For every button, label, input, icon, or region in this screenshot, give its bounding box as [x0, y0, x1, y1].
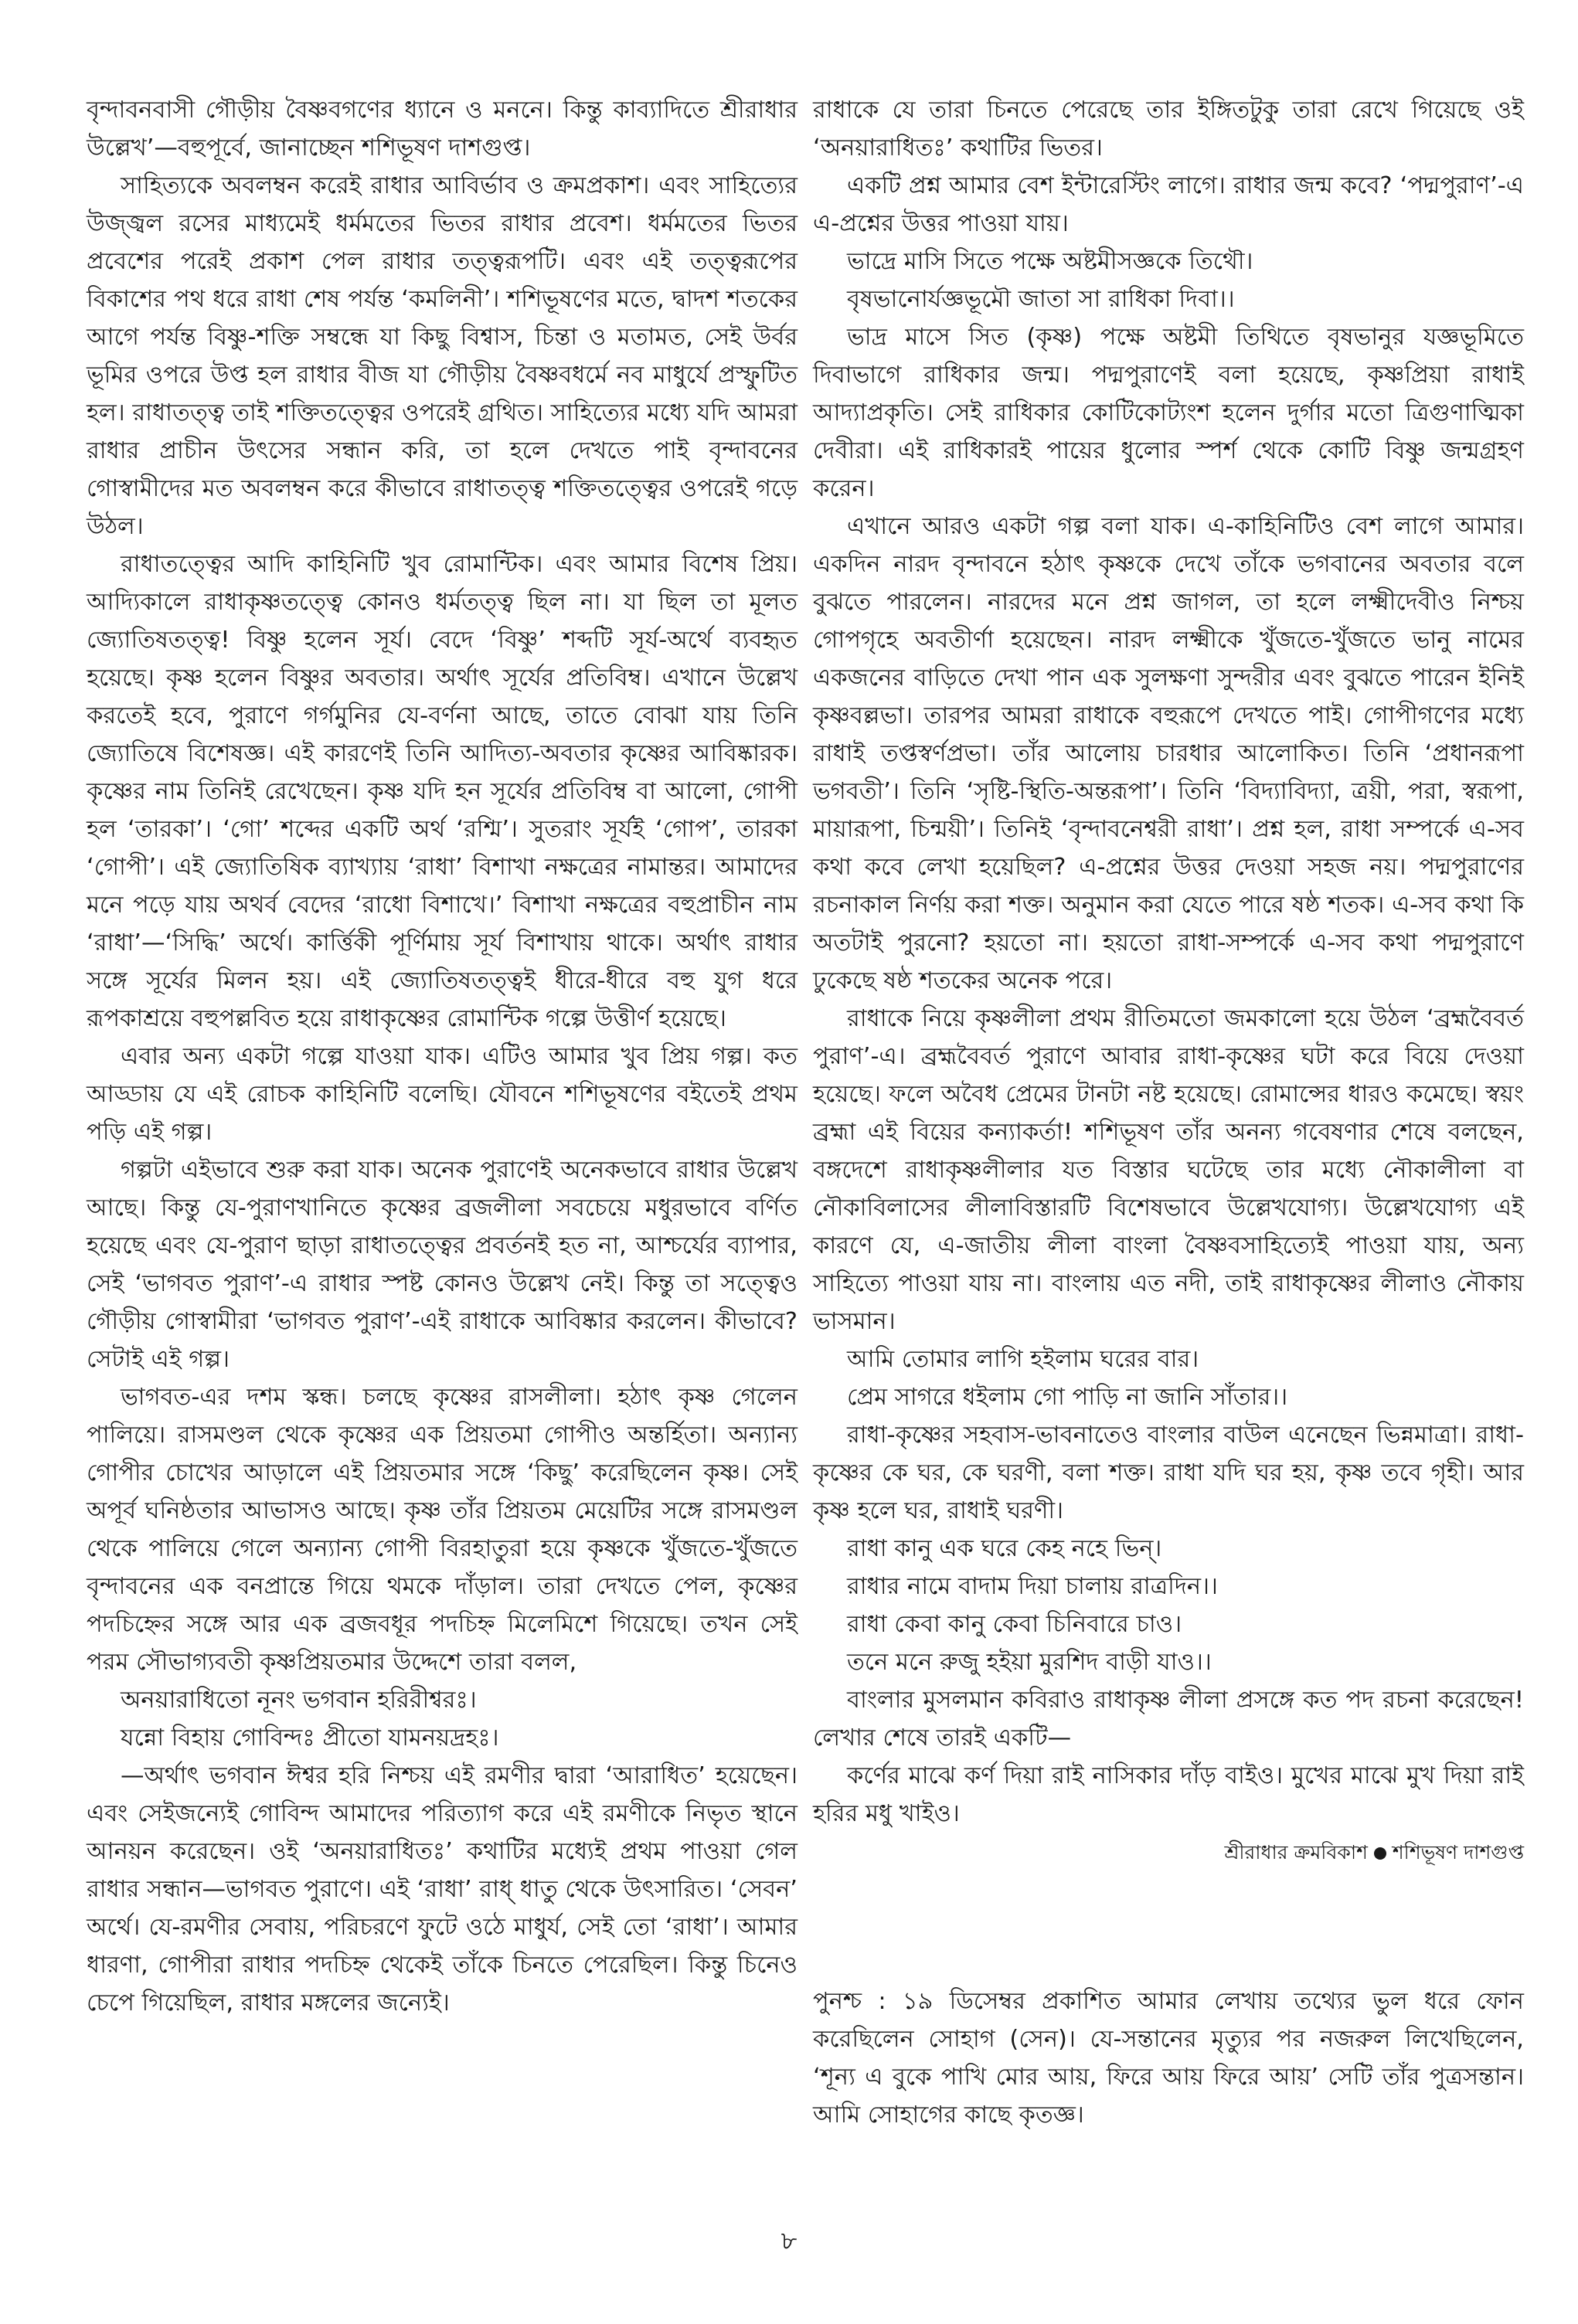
- paragraph: রাধা-কৃষ্ণের সহবাস-ভাবনাতেও বাংলার বাউল এনেছেন ভিন্নমাত্রা। রাধা-কৃষ্ণের কে ঘর, কে ঘরণী, বলা শক্ত। রাধা যদি ঘর হয়, কৃষ্ণ তবে গৃহী। আর কৃষ্ণ হলে ঘর, রাধাই ঘরণী।: [813, 1422, 1524, 1524]
- paragraph: একটি প্রশ্ন আমার বেশ ইন্টারেস্টিং লাগে। রাধার জন্ম কবে? ‘পদ্মপুরাণ’-এ এ-প্রশ্নের উত্তর পাওয়া যায়।: [813, 172, 1524, 237]
- source-credit: [813, 1837, 1524, 1868]
- paragraph: এবার অন্য একটা গল্পে যাওয়া যাক। এটিও আমার খুব প্রিয় গল্প। কত আড্ডায় যে এই রোচক কাহিনিটি বলেছি। যৌবনে শশিভূষণের বইতেই প্রথম পড়ি এই গল্প।: [87, 1043, 798, 1146]
- verse-line: প্রেম সাগরে ধইলাম গো পাড়ি না জানি সাঁতার।।: [847, 1384, 1288, 1411]
- paragraph: বৃন্দাবনবাসী গৌড়ীয় বৈষ্ণবগণের ধ্যানে ও মননে। কিন্তু কাব্যাদিতে শ্রীরাধার উল্লেখ’—বহুপূর্বে, জানাচ্ছেন শশিভূষণ দাশগুপ্ত।: [87, 97, 798, 161]
- left-column: [87, 91, 798, 2022]
- verse-line: রাধা কানু এক ঘরে কেহ নহে ভিন্।: [847, 1535, 1162, 1562]
- paragraph: রাধাতত্ত্বের আদি কাহিনিটি খুব রোমান্টিক। এবং আমার বিশেষ প্রিয়। আদ্যিকালে রাধাকৃষ্ণতত্ত্বে কোনও ধর্মতত্ত্ব ছিল না। যা ছিল তা মূলত জ্যোতিষতত্ত্ব! বিষ্ণু হলেন সূর্য। বেদে ‘বিষ্ণু’ শব্দটি সূর্য-অর্থে ব্যবহৃত হয়েছে। কৃষ্ণ হলেন বিষ্ণুর অবতার। অর্থাৎ সূর্যের প্রতিবিম্ব। এখানে উল্লেখ করতেই হবে, পুরাণে গর্গমুনির যে-বর্ণনা আছে, তাতে বোঝা যায় তিনি জ্যোতিষে বিশেষজ্ঞ। এই কারণেই তিনি আদিত্য-অবতার কৃষ্ণের আবিষ্কারক। কৃষ্ণের নাম তিনিই রেখেছেন। কৃষ্ণ যদি হন সূর্যের প্রতিবিম্ব বা আলো, গোপী হল ‘তারকা’। ‘গো’ শব্দের একটি অর্থ ‘রশ্মি’। সুতরাং সূর্যই ‘গোপ’, তারকা ‘গোপী’। এই জ্যোতিষিক ব্যাখ্যায় ‘রাধা’ বিশাখা নক্ষত্রের নামান্তর। আমাদের মনে পড়ে যায় অথর্ব বেদের ‘রাধো বিশাখে।’ বিশাখা নক্ষত্রের বহুপ্রাচীন নাম ‘রাধা’—‘সিদ্ধি’ অর্থে। কার্ত্তিকী পূর্ণিমায় সূর্য বিশাখায় থাকে। অর্থাৎ রাধার সঙ্গে সূর্যের মিলন হয়। এই জ্যোতিষতত্ত্বই ধীরে-ধীরে বহু যুগ ধরে রূপকাশ্রয়ে বহুপল্লবিত হয়ে রাধাকৃষ্ণের রোমান্টিক গল্পে উত্তীর্ণ হয়েছে।: [87, 551, 798, 1032]
- paragraph: রাধাকে নিয়ে কৃষ্ণলীলা প্রথম রীতিমতো জমকালো হয়ে উঠল ‘ব্রহ্মবৈবর্ত পুরাণ’-এ। ব্রহ্মবৈবর্ত পুরাণে আবার রাধা-কৃষ্ণের ঘটা করে বিয়ে দেওয়া হয়েছে। ফলে অবৈধ প্রেমের টানটা নষ্ট হয়েছে। রোমান্সের ধারও কমেছে। স্বয়ং ব্রহ্মা এই বিয়ের কন্যাকর্তা! শশিভূষণ তাঁর অনন্য গবেষণার শেষে বলছেন, বঙ্গদেশে রাধাকৃষ্ণলীলার যত বিস্তার ঘটেছে তার মধ্যে নৌকালীলা বা নৌকাবিলাসের লীলাবিস্তারটি বিশেষভাবে উল্লেখযোগ্য। উল্লেখযোগ্য এই কারণে যে, এ-জাতীয় লীলা বাংলা বৈষ্ণবসাহিত্যেই পাওয়া যায়, অন্য সাহিত্যে পাওয়া যায় না। বাংলায় এত নদী, তাই রাধাকৃষ্ণের লীলাও নৌকায় ভাসমান।: [813, 1005, 1524, 1335]
- paragraph: গল্পটা এইভাবে শুরু করা যাক। অনেক পুরাণেই অনেকভাবে রাধার উল্লেখ আছে। কিন্তু যে-পুরাণখানিতে কৃষ্ণের ব্রজলীলা সবচেয়ে মধুরভাবে বর্ণিত হয়েছে এবং যে-পুরাণ ছাড়া রাধাতত্ত্বের প্রবর্তনই হত না, আশ্চর্যের ব্যাপার, সেই ‘ভাগবত পুরাণ’-এ রাধার স্পষ্ট কোনও উল্লেখ নেই। কিন্তু তা সত্ত্বেও গৌড়ীয় গোস্বামীরা ‘ভাগবত পুরাণ’-এই রাধাকে আবিষ্কার করলেন। কীভাবে? সেটাই এই গল্প।: [87, 1157, 798, 1373]
- page-number: ৮: [780, 2226, 798, 2255]
- paragraph: রাধাকে যে তারা চিনতে পেরেছে তার ইঙ্গিতটুকু তারা রেখে গিয়েছে ওই ‘অনয়ারাধিতঃ’ কথাটির ভিতর।: [813, 97, 1524, 161]
- paragraph: এখানে আরও একটা গল্প বলা যাক। এ-কাহিনিটিও বেশ লাগে আমার। একদিন নারদ বৃন্দাবনে হঠাৎ কৃষ্ণকে দেখে তাঁকে ভগবানের অবতার বলে বুঝতে পারলেন। নারদের মনে প্রশ্ন জাগল, তা হলে লক্ষ্মীদেবীও নিশ্চয় গোপগৃহে অবতীর্ণা হয়েছেন। নারদ লক্ষ্মীকে খুঁজতে-খুঁজতে ভানু নামের একজনের বাড়িতে দেখা পান এক সুলক্ষণা সুন্দরীর এবং বুঝতে পারেন ইনিই কৃষ্ণবল্লভা। তারপর আমরা রাধাকে বহুরূপে দেখতে পাই। গোপীগণের মধ্যে রাধাই তপ্তস্বর্ণপ্রভা। তাঁর আলোয় চারধার আলোকিত। তিনি ‘প্রধানরূপা ভগবতী’। তিনি ‘সৃষ্টি-স্থিতি-অন্তরূপা’। তিনি ‘বিদ্যাবিদ্যা, ত্রয়ী, পরা, স্বরূপা, মায়ারূপা, চিন্ময়ী’। তিনিই ‘বৃন্দাবনেশ্বরী রাধা’। প্রশ্ন হল, রাধা সম্পর্কে এ-সব কথা কবে লেখা হয়েছিল? এ-প্রশ্নের উত্তর দেওয়া সহজ নয়। পদ্মপুরাণের রচনাকাল নির্ণয় করা শক্ত। অনুমান করা যেতে পারে ষষ্ঠ শতক। এ-সব কথা কি অতটাই পুরনো? হয়তো না। হয়তো রাধা-সম্পর্কে এ-সব কথা পদ্মপুরাণে ঢুকেছে ষষ্ঠ শতকের অনেক পরে।: [813, 513, 1524, 994]
- paragraph: ভাগবত-এর দশম স্কন্ধ। চলছে কৃষ্ণের রাসলীলা। হঠাৎ কৃষ্ণ গেলেন পালিয়ে। রাসমণ্ডল থেকে কৃষ্ণের এক প্রিয়তমা গোপীও অন্তর্হিতা। অন্যান্য গোপীর চোখের আড়ালে এই প্রিয়তমার সঙ্গে ‘কিছু’ করেছিলেন কৃষ্ণ। সেই অপূর্ব ঘনিষ্ঠতার আভাসও আছে। কৃষ্ণ তাঁর প্রিয়তম মেয়েটির সঙ্গে রাসমণ্ডল থেকে পালিয়ে গেলে অন্যান্য গোপী বিরহাতুরা হয়ে কৃষ্ণকে খুঁজতে-খুঁজতে বৃন্দাবনের এক বনপ্রান্তে গিয়ে থমকে দাঁড়াল। তারা দেখতে পেল, কৃষ্ণের পদচিহ্নের সঙ্গে আর এক ব্রজবধূর পদচিহ্ন মিলেমিশে গিয়েছে। তখন সেই পরম সৌভাগ্যবতী কৃষ্ণপ্রিয়তমার উদ্দেশে তারা বলল,: [87, 1384, 798, 1676]
- verse-line: রাধার নামে বাদাম দিয়া চালায় রাত্রদিন।।: [847, 1573, 1218, 1600]
- postscript-text: পুনশ্চ : ১৯ ডিসেম্বর প্রকাশিত আমার লেখায় তথ্যের ভুল ধরে ফোন করেছিলেন সোহাগ (সেন)। যে-সন্তানের মৃত্যুর পর নজরুল লিখেছিলেন, ‘শূন্য এ বুকে পাখি মোর আয়, ফিরে আয় ফিরে আয়’ সেটি তাঁর পুত্রসন্তান। আমি সোহাগের কাছে কৃতজ্ঞ।: [813, 1988, 1524, 2129]
- paragraph: কর্ণের মাঝে কর্ণ দিয়া রাই নাসিকার দাঁড় বাইও। মুখের মাঝে মুখ দিয়া রাই হরির মধু খাইও।: [813, 1762, 1524, 1827]
- paragraph: —অর্থাৎ ভগবান ঈশ্বর হরি নিশ্চয় এই রমণীর দ্বারা ‘আরাধিত’ হয়েছেন। এবং সেইজন্যেই গোবিন্দ আমাদের পরিত্যাগ করে এই রমণীকে নিভৃত স্থানে আনয়ন করেছেন। ওই ‘অনয়ারাধিতঃ’ কথাটির মধ্যেই প্রথম পাওয়া গেল রাধার সন্ধান—ভাগবত পুরাণে। এই ‘রাধা’ রাধ্ ধাতু থেকে উৎসারিত। ‘সেবন’ অর্থে। যে-রমণীর সেবায়, পরিচরণে ফুটে ওঠে মাধুর্য, সেই তো ‘রাধা’। আমার ধারণা, গোপীরা রাধার পদচিহ্ন থেকেই তাঁকে চিনতে পেরেছিল। কিন্তু চিনেও চেপে গিয়েছিল, রাধার মঙ্গলের জন্যেই।: [87, 1762, 798, 2017]
- verse-line: যন্নো বিহায় গোবিন্দঃ প্রীতো যামনয়দ্রহঃ।: [121, 1724, 499, 1751]
- paragraph: সাহিত্যকে অবলম্বন করেই রাধার আবির্ভাব ও ক্রমপ্রকাশ। এবং সাহিত্যের উজ্জ্বল রসের মাধ্যমেই ধর্মমতের ভিতর রাধার প্রবেশ। ধর্মমতের ভিতর প্রবেশের পরেই প্রকাশ পেল রাধার তত্ত্বরূপটি। এবং এই তত্ত্বরূপের বিকাশের পথ ধরে রাধা শেষ পর্যন্ত ‘কমলিনী’। শশিভূষণের মতে, দ্বাদশ শতকের আগে পর্যন্ত বিষ্ণু-শক্তি সম্বন্ধে যা কিছু বিশ্বাস, চিন্তা ও মতামত, সেই উর্বর ভূমির ওপরে উপ্ত হল রাধার বীজ যা গৌড়ীয় বৈষ্ণবধর্মে নব মাধুর্যে প্রস্ফুটিত হল। রাধাতত্ত্ব তাই শক্তিতত্ত্বের ওপরেই গ্রথিত। সাহিত্যের মধ্যে যদি আমরা রাধার প্রাচীন উৎসের সন্ধান করি, তা হলে দেখতে পাই বৃন্দাবনের গোস্বামীদের মত অবলম্বন করে কীভাবে রাধাতত্ত্ব শক্তিতত্ত্বের ওপরেই গড়ে উঠল।: [87, 172, 798, 540]
- right-column: [813, 91, 1524, 2134]
- verse-line: বৃষভানোর্যজ্ঞভূমৌ জাতা সা রাধিকা দিবা।।: [847, 286, 1235, 313]
- source-title: শ্রীরাধার ক্রমবিকাশ: [1224, 1841, 1368, 1864]
- verse-line: আমি তোমার লাগি হইলাম ঘরের বার।: [847, 1346, 1199, 1373]
- source-author: শশিভূষণ দাশগুপ্ত: [1392, 1841, 1524, 1864]
- verse-line: ভাদ্রে মাসি সিতে পক্ষে অষ্টমীসজ্ঞকে তিথৌ।: [847, 248, 1253, 275]
- verse-line: তনে মনে রুজু হইয়া মুরশিদ বাড়ী যাও।।: [847, 1649, 1212, 1676]
- paragraph: বাংলার মুসলমান কবিরাও রাধাকৃষ্ণ লীলা প্রসঙ্গে কত পদ রচনা করেছেন! লেখার শেষে তারই একটি—: [813, 1687, 1524, 1751]
- verse-line: অনয়ারাধিতো নূনং ভগবান হরিরীশ্বরঃ।: [121, 1687, 477, 1714]
- verse-line: রাধা কেবা কানু কেবা চিনিবারে চাও।: [847, 1611, 1182, 1638]
- paragraph: ভাদ্র মাসে সিত (কৃষ্ণ) পক্ষে অষ্টমী তিথিতে বৃষভানুর যজ্ঞভূমিতে দিবাভাগে রাধিকার জন্ম। পদ্মপুরাণেই বলা হয়েছে, কৃষ্ণপ্রিয়া রাধাই আদ্যাপ্রকৃতি। সেই রাধিকার কোটিকোট্যংশ হলেন দুর্গার মতো ত্রিগুণাত্মিকা দেবীরা। এই রাধিকারই পায়ের ধুলোর স্পর্শ থেকে কোটি বিষ্ণু জন্মগ্রহণ করেন।: [813, 324, 1524, 502]
- postscript: [813, 1983, 1524, 2134]
- bullet-dot-icon: [1374, 1847, 1386, 1860]
